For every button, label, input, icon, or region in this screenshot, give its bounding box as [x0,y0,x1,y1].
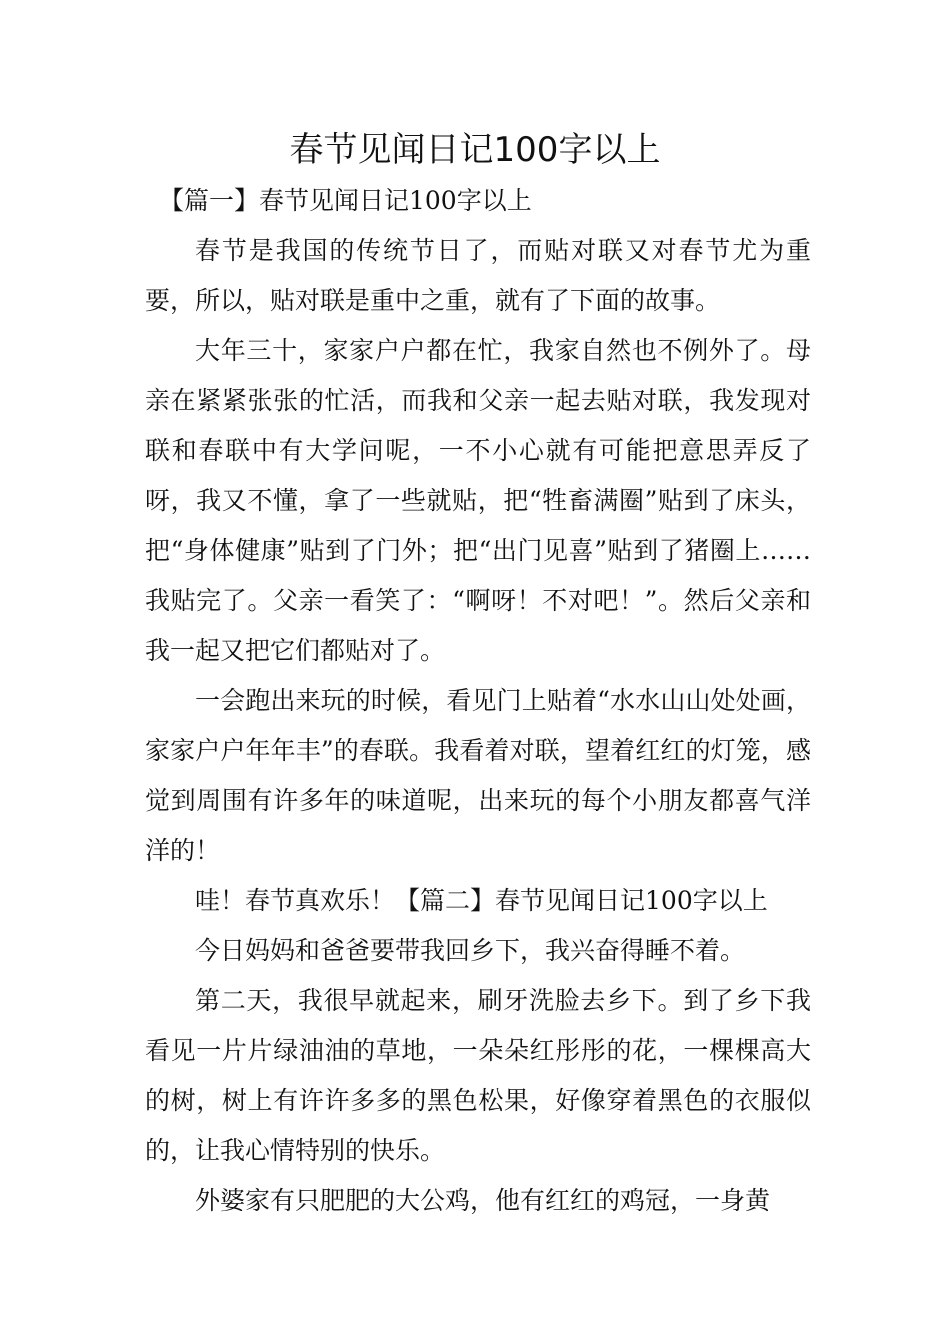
section-heading-1: 【篇一】春节见闻日记100字以上 [159,186,532,215]
paragraph: 一会跑出来玩的时候，看见门上贴着“水水山山处处画，家家户户年年丰”的春联。我看着对联，望着红红的灯笼，感觉到周围有许多年的味道呢，出来玩的每个小朋友都喜气洋洋的！ [145,686,811,865]
section-heading-2: 哇！春节真欢乐！【篇二】春节见闻日记100字以上 [195,886,768,915]
document-title: 春节见闻日记100字以上 [289,130,661,170]
document-body [145,176,811,1226]
paragraph: 外婆家有只肥肥的大公鸡，他有红红的鸡冠，一身黄 [195,1186,771,1215]
paragraph: 今日妈妈和爸爸要带我回乡下，我兴奋得睡不着。 [195,936,746,965]
paragraph: 大年三十，家家户户都在忙，我家自然也不例外了。母亲在紧紧张张的忙活，而我和父亲一起去贴对联，我发现对联和春联中有大学问呢，一不小心就有可能把意思弄反了呀，我又不懂，拿了一些就贴，把“牲畜满圈”贴到了床头，把“身体健康”贴到了门外；把“出门见喜”贴到了猪圈上……我贴完了。父亲一看笑了：“啊呀！不对吧！”。然后父亲和我一起又把它们都贴对了。 [145,336,811,665]
paragraph: 春节是我国的传统节日了，而贴对联又对春节尤为重要，所以，贴对联是重中之重，就有了下面的故事。 [145,236,811,315]
paragraph: 第二天，我很早就起来，刷牙洗脸去乡下。到了乡下我看见一片片绿油油的草地，一朵朵红彤彤的花，一棵棵高大的树，树上有许许多多的黑色松果，好像穿着黑色的衣服似的，让我心情特别的快乐。 [145,986,811,1165]
